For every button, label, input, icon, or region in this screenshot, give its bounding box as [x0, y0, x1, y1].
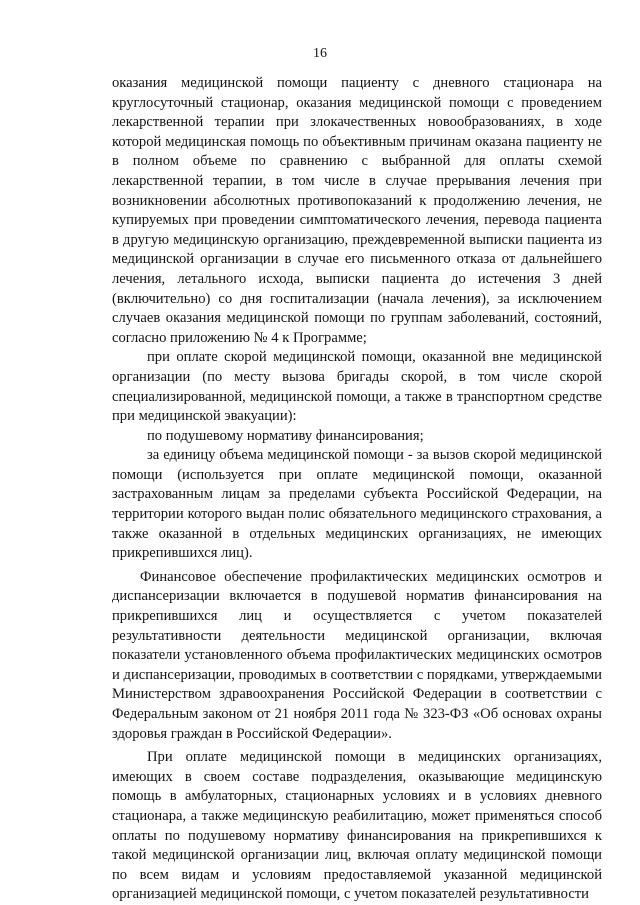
paragraph-1: оказания медицинской помощи пациенту с дневного стационара на круглосуточный стационар, оказания медицинской помощи с проведением лекарственной терапии при злокачественных новообразованиях, в ходе которой медицинская помощь по объективным причинам оказана пациенту не в полном объеме по сравнению с выбранной для оплаты схемой лекарственной терапии, в том числе в случае прерывания лечения при возникновении абсолютных противопоказаний к продолжению лечения, не купируемых при проведении симптоматического лечения, перевода пациента в другую медицинскую организацию, преждевременной выписки пациента из медицинской организации в случае его письменного отказа от дальнейшего лечения, летального исхода, выписки пациента до истечения 3 дней (включительно) со дня госпитализации (начала лечения), за исключением случаев оказания медицинской помощи по группам заболеваний, состояний, согласно приложению № 4 к Программе;	[112, 75, 602, 346]
paragraph-4: за единицу объема медицинской помощи - за вызов скорой медицинской помощи (используется при оплате медицинской помощи, оказанной застрахованным лицам за пределами субъекта Российской Федерации, на территории которого выдан полис обязательного медицинского страхования, а также оказанной в отдельных медицинских организациях, не имеющих прикрепившихся лиц).	[112, 447, 602, 562]
paragraph-6: При оплате медицинской помощи в медицинских организациях, имеющих в своем составе подразделения, оказывающие медицинскую помощь в амбулаторных, стационарных условиях и в условиях дневного стационара, а также медицинскую реабилитацию, может применяться способ оплаты по подушевому нормативу финансирования на прикрепившихся к такой медицинской организации лиц, включая оплату медицинской помощи по всем видам и условиям предоставляемой указанной медицинской организацией медицинской помощи, с учетом показателей результативности	[112, 749, 602, 903]
paragraph-3: по подушевому нормативу финансирования;	[147, 427, 424, 444]
document-body	[112, 74, 602, 905]
page-number: 16	[313, 46, 327, 61]
paragraph-5: Финансовое обеспечение профилактических медицинских осмотров и диспансеризации включается в подушевой норматив финансирования на прикрепившихся лиц и осуществляется с учетом показателей результативности деятельности медицинской организации, включая показатели установленного объема профилактических медицинских осмотров и диспансеризации, проводимых в соответствии с порядками, утверждаемыми Министерством здравоохранения Российской Федерации в соответствии с Федеральным законом от 21 ноября 2011 года № 323-ФЗ «Об основах охраны здоровья граждан в Российской Федерации».	[112, 568, 602, 742]
paragraph-2: при оплате скорой медицинской помощи, оказанной вне медицинской организации (по месту вызова бригады скорой, в том числе скорой специализированной, медицинской помощи, а также в транспортном средстве при медицинской эвакуации):	[112, 349, 602, 425]
